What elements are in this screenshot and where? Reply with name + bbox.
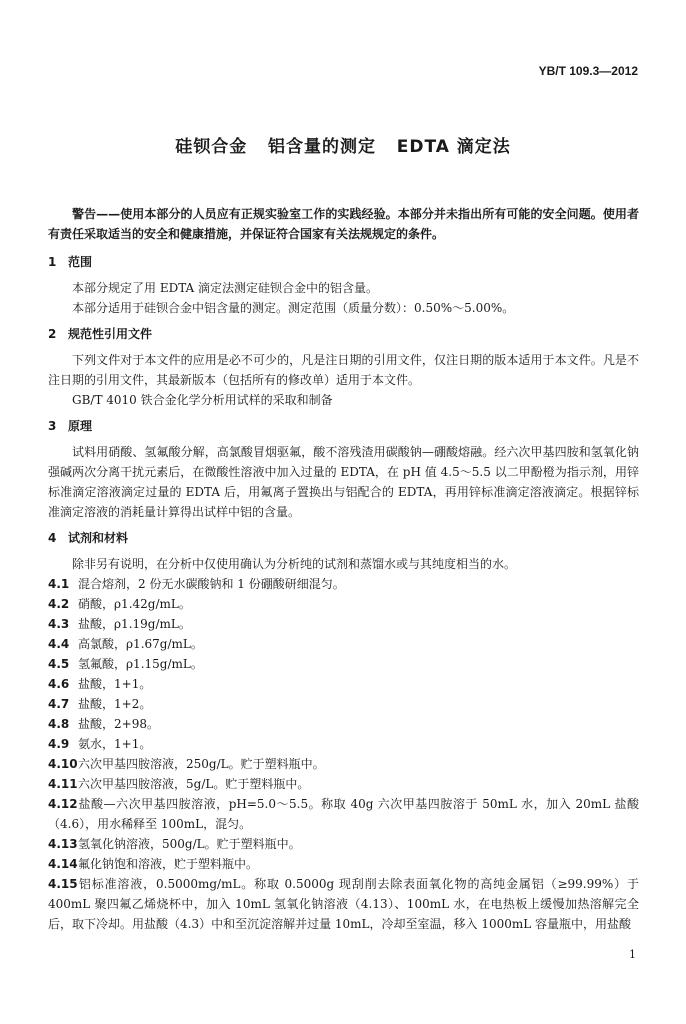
- item-number: 4.8: [48, 717, 70, 731]
- item-number: 4.14: [48, 857, 78, 871]
- item-text: 混合熔剂，2 份无水碳酸钠和 1 份硼酸研细混匀。: [78, 577, 345, 591]
- item-text: 盐酸—六次甲基四胺溶液，pH=5.0～5.5。称取 40g 六次甲基四胺溶于 50mL 水，加入 20mL 盐酸（4.6），用水稀释至 100mL，混匀。: [48, 797, 639, 831]
- item-text: 氢氟酸，ρ1.15g/mL。: [78, 657, 203, 671]
- standard-code: YB/T 109.3—2012: [538, 64, 638, 78]
- reagent-item: [48, 834, 639, 854]
- item-number: 4.11: [48, 777, 78, 791]
- section-title: 原理: [68, 419, 93, 433]
- section-number: 1: [48, 255, 57, 269]
- reagent-item: [48, 574, 639, 594]
- section-number: 4: [48, 531, 57, 545]
- item-text: 氨水，1+1。: [78, 737, 152, 751]
- section-2-heading: [48, 324, 639, 344]
- item-text: 盐酸，ρ1.19g/mL。: [78, 617, 191, 631]
- paragraph: 下列文件对于本文件的应用是必不可少的，凡是注日期的引用文件，仅注日期的版本适用于本文件。凡是不注日期的引用文件，其最新版本（包括所有的修改单）适用于本文件。: [48, 353, 639, 387]
- warning-paragraph: 警告——使用本部分的人员应有正规实验室工作的实践经验。本部分并未指出所有可能的安全问题。使用者有责任采取适当的安全和健康措施，并保证符合国家有关法规规定的条件。: [48, 207, 639, 241]
- section-number: 2: [48, 327, 57, 341]
- section-title: 规范性引用文件: [68, 327, 153, 341]
- reagent-item: [48, 874, 639, 934]
- item-number: 4.10: [48, 757, 78, 771]
- page-number: 1: [629, 948, 636, 961]
- reagent-item: [48, 854, 639, 874]
- paragraph: 除非另有说明，在分析中仅使用确认为分析纯的试剂和蒸馏水或与其纯度相当的水。: [72, 557, 517, 571]
- item-text: 盐酸，1+1。: [78, 677, 152, 691]
- item-number: 4.5: [48, 657, 70, 671]
- reagent-item: [48, 794, 639, 834]
- item-text: 六次甲基四胺溶液，5g/L。贮于塑料瓶中。: [78, 777, 310, 791]
- section-title: 试剂和材料: [68, 531, 129, 545]
- normative-reference: GB/T 4010 铁合金化学分析用试样的采取和制备: [72, 393, 333, 407]
- reagent-item: [48, 634, 639, 654]
- item-text: 铝标准溶液，0.5000mg/mL。称取 0.5000g 现刮削去除表面氧化物的高纯金属铝（≥99.99%）于 400mL 聚四氟乙烯烧杯中，加入 10mL 氢氧化钠溶液（4.13）、100mL 水，在电热板上缓慢加热溶解完全后，取下冷却。用盐酸（4.3）中和至沉淀溶解并过量 10mL，冷却至室温，移入 1000mL 容量瓶中，用盐酸: [48, 877, 639, 931]
- reagent-item: [48, 714, 639, 734]
- paragraph: 试料用硝酸、氢氟酸分解，高氯酸冒烟驱氟，酸不溶残渣用碳酸钠—硼酸熔融。经六次甲基四胺和氢氧化钠强碱两次分离干扰元素后，在微酸性溶液中加入过量的 EDTA，在 pH 值 4.5～5.5 以二甲酚橙为指示剂，用锌标准滴定溶液滴定过量的 EDTA 后，用氟离子置换出与铝配合的 EDTA，再用锌标准滴定溶液滴定。根据锌标准滴定溶液的消耗量计算得出试样中铝的含量。: [48, 445, 639, 519]
- item-number: 4.7: [48, 697, 70, 711]
- item-number: 4.13: [48, 837, 78, 851]
- reagent-item: [48, 694, 639, 714]
- reagent-item: [48, 654, 639, 674]
- item-number: 4.9: [48, 737, 70, 751]
- item-text: 氢氧化钠溶液，500g/L。贮于塑料瓶中。: [78, 837, 301, 851]
- item-number: 4.2: [48, 597, 70, 611]
- item-text: 盐酸，1+2。: [78, 697, 152, 711]
- document-title: 硅钡合金 铝含量的测定 EDTA 滴定法: [175, 137, 511, 157]
- item-text: 六次甲基四胺溶液，250g/L。贮于塑料瓶中。: [78, 757, 325, 771]
- item-text: 氟化钠饱和溶液，贮于塑料瓶中。: [78, 857, 259, 871]
- section-3-heading: [48, 416, 639, 436]
- section-title: 范围: [68, 255, 93, 269]
- document-body: [48, 192, 639, 934]
- paragraph: 本部分规定了用 EDTA 滴定法测定硅钡合金中的铝含量。: [72, 281, 379, 295]
- item-number: 4.6: [48, 677, 70, 691]
- item-number: 4.12: [48, 797, 78, 811]
- reagent-item: [48, 674, 639, 694]
- item-text: 高氯酸，ρ1.67g/mL。: [78, 637, 203, 651]
- section-4-heading: [48, 528, 639, 548]
- reagent-item: [48, 774, 639, 794]
- section-number: 3: [48, 419, 57, 433]
- section-1-heading: [48, 252, 639, 272]
- paragraph: 本部分适用于硅钡合金中铝含量的测定。测定范围（质量分数）：0.50%～5.00%。: [72, 301, 515, 315]
- reagent-item: [48, 594, 639, 614]
- item-number: 4.1: [48, 577, 70, 591]
- item-number: 4.15: [48, 877, 78, 891]
- reagent-item: [48, 734, 639, 754]
- item-number: 4.3: [48, 617, 70, 631]
- reagent-item: [48, 614, 639, 634]
- item-number: 4.4: [48, 637, 70, 651]
- reagent-item: [48, 754, 639, 774]
- item-text: 盐酸，2+98。: [78, 717, 159, 731]
- reagent-list: [48, 574, 639, 934]
- item-text: 硝酸，ρ1.42g/mL。: [78, 597, 191, 611]
